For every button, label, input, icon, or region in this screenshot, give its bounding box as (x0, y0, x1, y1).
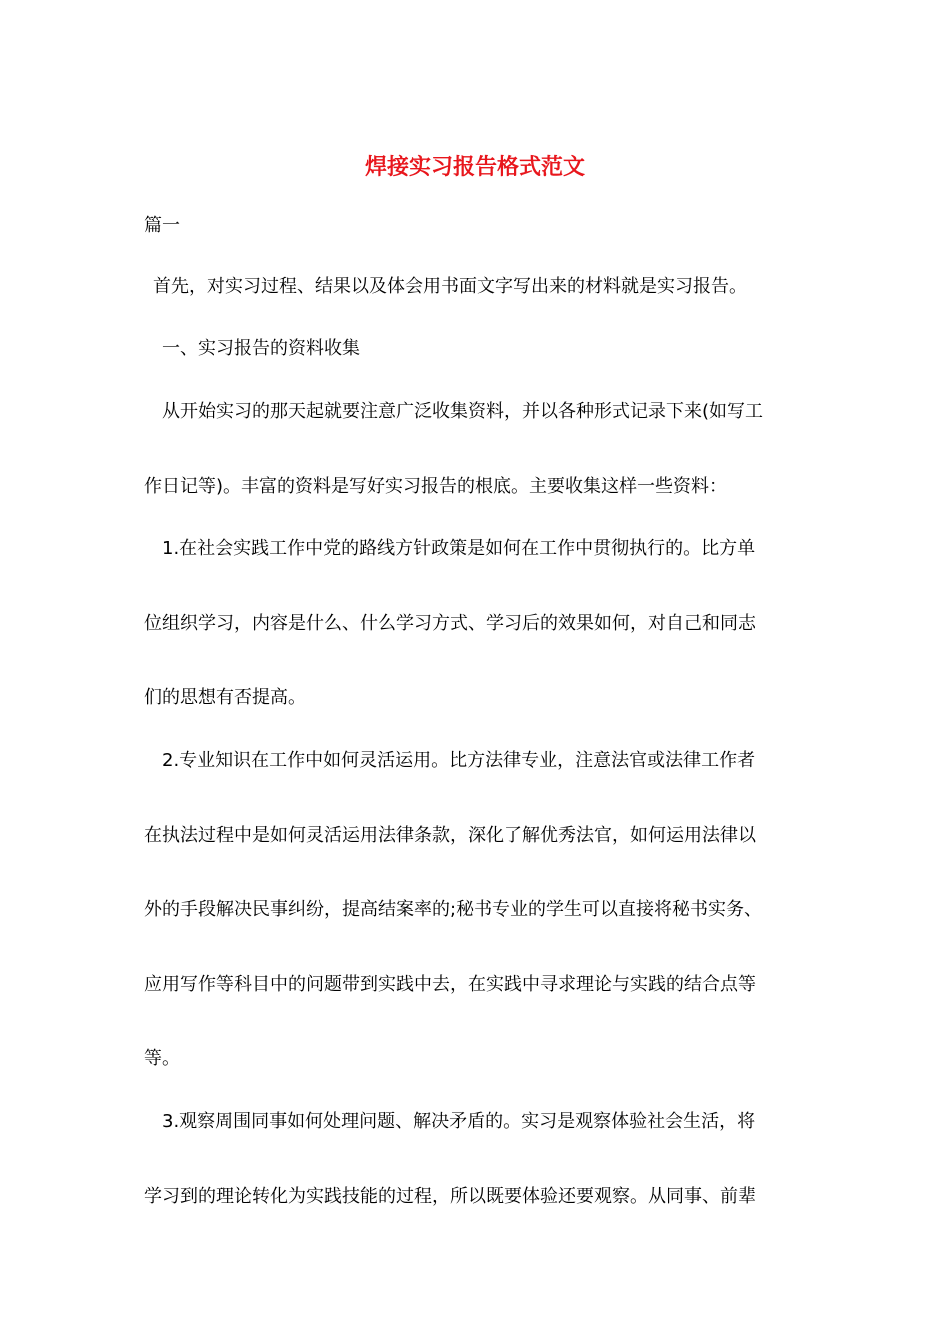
paragraph-line: 作日记等)。丰富的资料是写好实习报告的根底。主要收集这样一些资料： (144, 476, 728, 497)
paragraph-line: 2.专业知识在工作中如何灵活运用。比方法律专业，注意法官或法律工作者 (162, 750, 756, 771)
paragraph-line: 应用写作等科目中的问题带到实践中去，在实践中寻求理论与实践的结合点等 (144, 974, 756, 995)
paragraph-line: 1.在社会实践工作中党的路线方针政策是如何在工作中贯彻执行的。比方单 (162, 538, 756, 559)
paragraph-line: 位组织学习，内容是什么、什么学习方式、学习后的效果如何，对自己和同志 (144, 613, 756, 634)
paragraph-line: 在执法过程中是如何灵活运用法律条款，深化了解优秀法官，如何运用法律以 (144, 825, 756, 846)
paragraph-line: 外的手段解决民事纠纷，提高结案率的;秘书专业的学生可以直接将秘书实务、 (144, 899, 763, 920)
document-title: 焊接实习报告格式范文 (364, 155, 585, 180)
section-label: 篇一 (144, 215, 180, 236)
paragraph-line: 首先，对实习过程、结果以及体会用书面文字写出来的材料就是实习报告。 (153, 276, 747, 297)
paragraph-line: 3.观察周围同事如何处理问题、解决矛盾的。实习是观察体验社会生活，将 (162, 1111, 756, 1132)
paragraph-line: 学习到的理论转化为实践技能的过程，所以既要体验还要观察。从同事、前辈 (144, 1186, 756, 1207)
paragraph-line: 们的思想有否提高。 (144, 687, 306, 708)
section-heading: 一、实习报告的资料收集 (162, 338, 360, 359)
paragraph-line: 等。 (144, 1048, 180, 1069)
paragraph-line: 从开始实习的那天起就要注意广泛收集资料，并以各种形式记录下来(如写工 (162, 401, 764, 422)
